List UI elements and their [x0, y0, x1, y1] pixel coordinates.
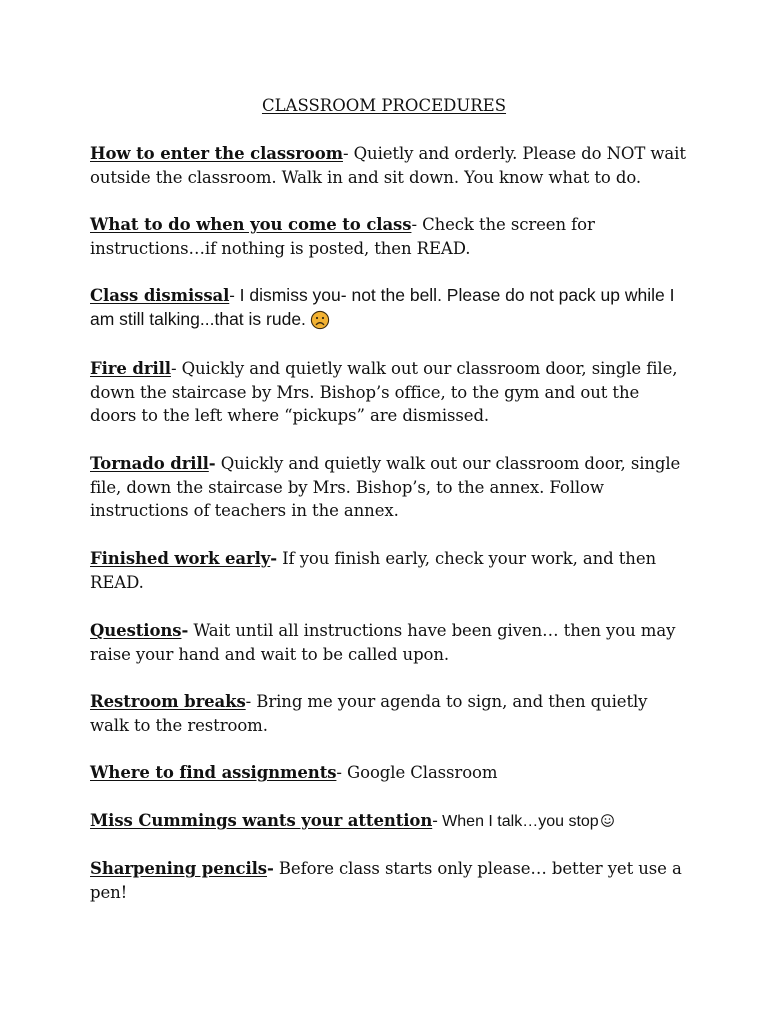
procedure-questions [90, 619, 690, 666]
procedure-come-to-class [90, 213, 690, 260]
procedure-text: Bring me your agenda to sign, and then quietly walk to the restroom. [90, 692, 648, 735]
procedure-text: Before class starts only please… better yet use a pen! [90, 859, 682, 902]
procedure-heading: Class dismissal [90, 286, 230, 305]
procedure-tornado-drill [90, 452, 690, 523]
procedure-dash: - [170, 359, 177, 378]
procedure-heading: Finished work early [90, 549, 271, 568]
procedure-dash: - [342, 144, 349, 163]
procedure-dash: - [266, 859, 274, 878]
procedure-find-assignments [90, 761, 690, 785]
procedure-text: I dismiss you- not the bell. Please do not pack up while I am still talking...that is rude. [90, 285, 675, 329]
procedure-dash: - [181, 621, 189, 640]
frown-emoji-icon [310, 310, 330, 330]
procedure-text: Wait until all instructions have been given… then you may raise your hand and wait to be called upon. [90, 621, 676, 664]
procedure-dash: - [229, 286, 235, 305]
procedure-heading: Questions [90, 621, 182, 640]
smiley-face-icon [601, 810, 614, 823]
procedure-attention [90, 809, 690, 834]
procedure-dash: - [336, 763, 342, 782]
procedure-text: Google Classroom [341, 763, 498, 782]
procedure-text: Quickly and quietly walk out our classroom door, single file, down the staircase by Mrs. Bishop’s, to the annex. Follow instructions of teachers in the annex. [90, 454, 681, 520]
procedure-dash: - [270, 549, 277, 568]
procedure-dash: - [411, 215, 417, 234]
procedure-heading: What to do when you come to class [90, 215, 412, 234]
procedure-heading: Tornado drill [90, 454, 209, 473]
procedure-heading: Restroom breaks [90, 692, 246, 711]
procedure-heading: Miss Cummings wants your attention [90, 811, 433, 830]
procedure-heading: How to enter the classroom [90, 144, 343, 163]
page-title: CLASSROOM PROCEDURES [261, 96, 507, 115]
procedure-class-dismissal [90, 284, 690, 331]
procedure-heading: Where to find assignments [90, 763, 337, 782]
procedure-text: If you finish early, check your work, and then READ. [90, 549, 657, 592]
procedure-text: When I talk…you stop [437, 813, 599, 830]
procedure-heading: Fire drill [90, 359, 171, 378]
procedure-dash: - [245, 692, 252, 711]
procedure-finished-early [90, 547, 690, 594]
procedure-dash: - [432, 811, 438, 830]
procedure-heading: Sharpening pencils [90, 859, 267, 878]
procedure-sharpening-pencils [90, 857, 690, 904]
procedure-fire-drill [90, 357, 690, 428]
procedure-enter-classroom [90, 142, 690, 189]
procedure-restroom-breaks [90, 690, 690, 737]
procedure-dash: - [208, 454, 216, 473]
procedure-text: Check the screen for instructions…if nothing is posted, then READ. [90, 215, 595, 258]
procedure-text: Quietly and orderly. Please do NOT wait outside the classroom. Walk in and sit down. You know what to do. [90, 144, 686, 187]
procedure-text: Quickly and quietly walk out our classroom door, single file, down the staircase by Mrs. Bishop’s office, to the gym and out the doors to the left where “pickups” are dismissed. [90, 359, 678, 425]
